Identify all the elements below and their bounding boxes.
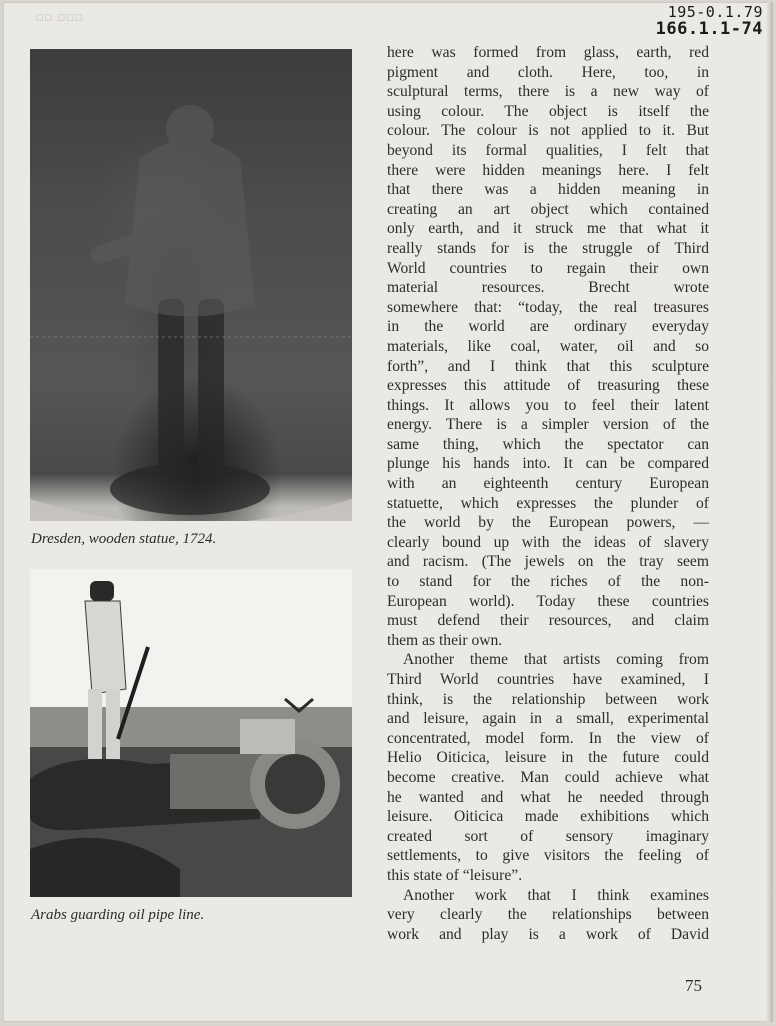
text-line: Helio Oiticica, leisure in the future could (387, 749, 709, 767)
statue-photo (30, 49, 352, 521)
text-line: same thing, which the spectator can (387, 435, 709, 453)
text-line: concentrated, model form. In the view of (387, 729, 709, 747)
text-line: World countries to regain their own (387, 259, 709, 277)
pipeline-caption: Arabs guarding oil pipe line. (31, 907, 205, 923)
text-line: and racism. (The jewels on the tray seem (387, 553, 709, 571)
text-line: beyond its formal qualities, I felt that (387, 141, 709, 159)
text-line: settlements, to give visitors the feeling of (387, 847, 709, 865)
text-line: with an eighteenth century European (387, 475, 709, 493)
handwritten-reference (656, 4, 763, 38)
text-line: sculptural terms, there is a new way of (387, 83, 709, 101)
faint-stamp-mark: ▫▫ ▫▫▫ (35, 10, 84, 25)
text-line: creating an art object which contained (387, 200, 709, 218)
text-line: in the world are ordinary everyday (387, 318, 709, 336)
statue-caption: Dresden, wooden statue, 1724. (31, 531, 217, 547)
text-line: think, is the relationship between work (387, 690, 709, 708)
handwritten-ref-1: 195-0.1.79 (667, 3, 763, 21)
text-line: using colour. The object is itself the (387, 102, 709, 120)
text-line: must defend their resources, and claim (387, 612, 709, 630)
text-line: materials, like coal, water, oil and so (387, 337, 709, 355)
text-line: become creative. Man could achieve what (387, 768, 709, 786)
text-line: clearly bound up with the ideas of slavery (387, 533, 709, 551)
text-line: to stand for the riches of the non- (387, 573, 709, 591)
text-line: and leisure, again in a small, experimental (387, 710, 709, 728)
text-line: he wanted and what he needed through (387, 788, 709, 806)
text-line: energy. There is a simpler version of the (387, 416, 709, 434)
text-line: created sort of sensory imaginary (387, 827, 709, 845)
text-line: them as their own. (387, 631, 503, 649)
text-line: pigment and cloth. Here, too, in (387, 63, 709, 81)
text-line: things. It allows you to feel their latent (387, 396, 709, 414)
text-line: this state of “leisure”. (387, 866, 523, 884)
text-line: Another theme that artists coming from (403, 651, 709, 669)
text-line: statuette, which expresses the plunder of (387, 494, 709, 512)
pipeline-scene-illustration (30, 569, 352, 897)
text-line: European world). Today these countries (387, 592, 709, 610)
statue-figure-illustration (30, 49, 352, 521)
text-line: the world by the European powers, — (387, 514, 709, 532)
text-line: work and play is a work of David (387, 925, 709, 943)
text-line: there were hidden meanings here. I felt (387, 161, 709, 179)
text-line: really stands for is the struggle of Third (387, 239, 709, 257)
text-line: forth”, and I think that this sculpture (387, 357, 709, 375)
text-line: only earth, and it struck me that what it (387, 220, 709, 238)
text-line: Third World countries have examined, I (387, 671, 709, 688)
binding-edge (767, 2, 773, 1022)
text-line: material resources. Brecht wrote (387, 279, 709, 297)
text-line: plunge his hands into. It can be compared (387, 455, 709, 473)
pipeline-photo (30, 569, 352, 897)
text-line: expresses this attitude of treasuring these (387, 377, 709, 395)
text-line: leisure. Oiticica made exhibitions which (387, 808, 709, 826)
text-line: colour. The colour is not applied to it. But (387, 122, 709, 140)
text-line: very clearly the relationships between (387, 906, 709, 924)
page-number: 75 (685, 976, 702, 995)
article-body-text (387, 43, 709, 944)
text-line: Another work that I think examines (403, 886, 709, 904)
text-line: here was formed from glass, earth, red (387, 44, 709, 61)
document-page (3, 2, 773, 1022)
text-line: somewhere that: “today, the real treasures (387, 298, 709, 316)
text-line: that there was a hidden meaning in (387, 181, 709, 199)
handwritten-ref-2: 166.1.1-74 (655, 19, 763, 39)
